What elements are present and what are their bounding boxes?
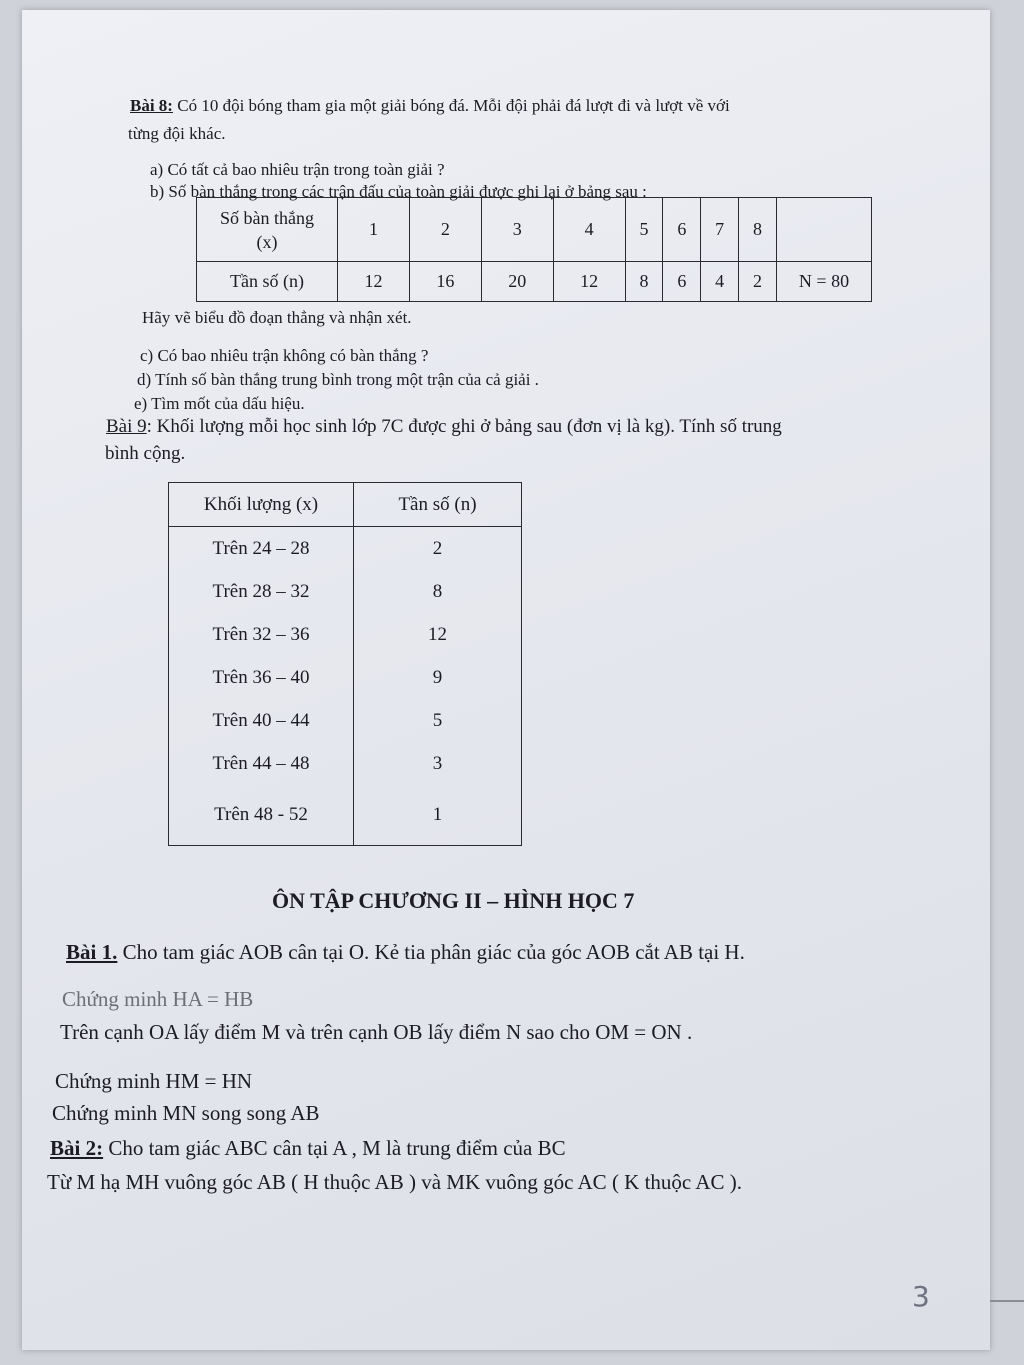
weight-table-header xyxy=(169,483,522,527)
geo-bai1-part2: Trên cạnh OA lấy điểm M và trên cạnh OB lấy điểm N sao cho OM = ON . xyxy=(60,1020,693,1044)
goals-n-cell: 12 xyxy=(338,262,410,302)
goals-x-cell: 7 xyxy=(701,198,739,262)
table-row xyxy=(169,613,522,656)
section-title: ÔN TẬP CHƯƠNG II – HÌNH HỌC 7 xyxy=(272,888,635,913)
weight-frequency-table xyxy=(168,482,522,846)
goals-n-cell: 12 xyxy=(553,262,625,302)
goals-table-x-label xyxy=(197,198,338,262)
weight-frequency-cell: 12 xyxy=(428,623,447,645)
goals-frequency-table xyxy=(196,197,872,302)
geo-bai1-title: Bài 1. xyxy=(66,940,118,964)
bai8-intro-line1 xyxy=(130,96,730,116)
x-label-line1: Số bàn thắng xyxy=(220,207,314,228)
bai8-title: Bài 8: xyxy=(130,96,173,115)
goals-n-cell: 6 xyxy=(663,262,701,302)
table-row xyxy=(169,742,522,785)
weight-range-cell: Trên 28 – 32 xyxy=(169,570,354,613)
goals-x-cell: 1 xyxy=(338,198,410,262)
bai8-question-d: d) Tính số bàn thắng trung bình trong một trận của cả giải . xyxy=(137,370,539,389)
goals-x-cell: 8 xyxy=(739,198,777,262)
bai9-text: : Khối lượng mỗi học sinh lớp 7C được ghi ở bảng sau (đơn vị là kg). Tính số trung xyxy=(146,416,782,437)
page-number: 3 xyxy=(912,1280,930,1313)
bai9-text-line2: bình cộng. xyxy=(105,443,186,464)
bai8-intro-text: Có 10 đội bóng tham gia một giải bóng đá. Mỗi đội phải đá lượt đi và lượt về với xyxy=(177,96,730,115)
goals-table-n-label: Tần số (n) xyxy=(197,262,338,302)
weight-frequency-cell: 8 xyxy=(432,580,443,602)
geo-bai1-part4: Chứng minh MN song song AB xyxy=(52,1101,320,1125)
weight-frequency-cell: 1 xyxy=(432,804,443,825)
x-label-line2: (x) xyxy=(256,231,278,252)
goals-table-row-x xyxy=(197,198,872,262)
goals-n-cell: 4 xyxy=(701,262,739,302)
weight-range-cell: Trên 48 - 52 xyxy=(169,785,354,846)
bai9-title: Bài 9 xyxy=(106,416,147,437)
weight-range-cell: Trên 40 – 44 xyxy=(169,699,354,742)
weight-range-cell: Trên 32 – 36 xyxy=(169,613,354,656)
weight-frequency-cell: 3 xyxy=(432,752,443,774)
goals-x-cell: 5 xyxy=(625,198,663,262)
geo-bai1-part3: Chứng minh HM = HN xyxy=(55,1069,253,1093)
bai8-intro-line2: từng đội khác. xyxy=(128,124,226,143)
goals-n-cell: 8 xyxy=(625,262,663,302)
weight-range-cell: Trên 44 – 48 xyxy=(169,742,354,785)
desk-edge-line xyxy=(990,1300,1024,1302)
bai8-question-c: c) Có bao nhiêu trận không có bàn thắng ? xyxy=(140,346,429,365)
table-row xyxy=(169,699,522,742)
bai9-text-line1 xyxy=(106,416,782,438)
table-row xyxy=(169,656,522,699)
goals-x-cell: 6 xyxy=(663,198,701,262)
weight-frequency-cell: 9 xyxy=(432,666,443,688)
weight-frequency-cell: 5 xyxy=(432,709,443,731)
geo-bai1-text: Cho tam giác AOB cân tại O. Kẻ tia phân giác của góc AOB cắt AB tại H. xyxy=(122,940,745,964)
geo-bai1-line xyxy=(66,940,745,965)
goals-n-cell: 16 xyxy=(409,262,481,302)
goals-n-cell: 20 xyxy=(481,262,553,302)
goals-x-cell: 4 xyxy=(553,198,625,262)
geo-bai2-line xyxy=(50,1136,566,1161)
goals-x-cell: 2 xyxy=(409,198,481,262)
geo-bai2-title: Bài 2: xyxy=(50,1136,104,1160)
goals-empty-cell xyxy=(777,198,872,262)
weight-range-cell: Trên 36 – 40 xyxy=(169,656,354,699)
bai8-question-a: a) Có tất cả bao nhiêu trận trong toàn giải ? xyxy=(150,160,445,179)
weight-header-x: Khối lượng (x) xyxy=(169,483,354,527)
bai8-question-e: e) Tìm mốt của dấu hiệu. xyxy=(134,394,305,413)
table-row xyxy=(169,785,522,846)
goals-n-cell: 2 xyxy=(739,262,777,302)
goals-table-row-n xyxy=(197,262,872,302)
geo-bai2-part1: Từ M hạ MH vuông góc AB ( H thuộc AB ) và MK vuông góc AC ( K thuộc AC ). xyxy=(47,1170,743,1194)
geo-bai1-part1: Chứng minh HA = HB xyxy=(62,987,254,1011)
goals-x-cell: 3 xyxy=(481,198,553,262)
weight-header-n: Tần số (n) xyxy=(354,483,522,527)
bai8-draw-instruction: Hãy vẽ biểu đồ đoạn thẳng và nhận xét. xyxy=(142,308,412,327)
weight-frequency-cell: 2 xyxy=(432,537,443,559)
geo-bai2-text: Cho tam giác ABC cân tại A , M là trung điểm của BC xyxy=(108,1136,566,1160)
table-row xyxy=(169,527,522,571)
goals-total-cell: N = 80 xyxy=(777,262,872,302)
table-row xyxy=(169,570,522,613)
weight-range-cell: Trên 24 – 28 xyxy=(169,527,354,571)
bai8-question-b: b) Số bàn thắng trong các trận đấu của toàn giải được ghi lại ở bảng sau : xyxy=(150,182,647,201)
